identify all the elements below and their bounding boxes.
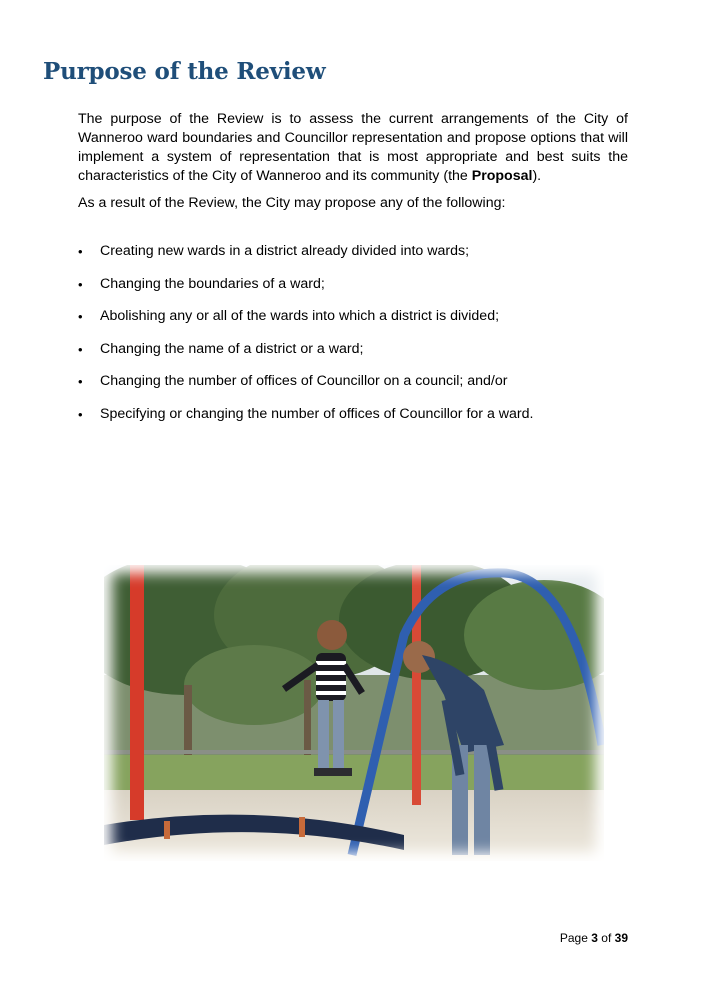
list-item bbox=[78, 340, 638, 373]
list-item bbox=[78, 242, 638, 275]
intro-text: The purpose of the Review is to assess the current arrangements of the City of Wanneroo ward boundaries and Councillor representation and propose options that will implement a system of representation that is most appropriate and best suits the characteristics of the City of Wanneroo and its community (the bbox=[78, 111, 628, 184]
list-item-text: Changing the name of a district or a ward; bbox=[100, 340, 364, 357]
of-word: of bbox=[601, 931, 612, 945]
bullet-icon: • bbox=[78, 244, 83, 259]
list-item-text: Abolishing any or all of the wards into which a district is divided; bbox=[100, 308, 500, 324]
list-item-text: Specifying or changing the number of offices of Councillor for a ward. bbox=[100, 405, 534, 422]
list-item-text: Creating new wards in a district already divided into wards; bbox=[100, 243, 470, 259]
proposal-term: Proposal bbox=[471, 168, 533, 184]
intro-text-end: ). bbox=[532, 168, 542, 184]
bullet-icon: • bbox=[78, 276, 83, 292]
page-heading: Purpose of the Review bbox=[43, 58, 326, 85]
page-word: Page bbox=[559, 931, 588, 945]
bullet-icon: • bbox=[78, 406, 83, 422]
current-page: 3 bbox=[591, 931, 598, 945]
total-pages: 39 bbox=[614, 931, 628, 945]
list-item-text: Changing the number of offices of Councillor on a council; and/or bbox=[100, 373, 508, 389]
intro-paragraph bbox=[78, 110, 628, 186]
list-item bbox=[78, 405, 638, 438]
list-item-text: Changing the boundaries of a ward; bbox=[100, 275, 325, 292]
page-number bbox=[560, 931, 628, 945]
list-item bbox=[78, 307, 638, 340]
options-list bbox=[78, 242, 638, 437]
playground-photo bbox=[104, 565, 604, 861]
lead-paragraph: As a result of the Review, the City may propose any of the following: bbox=[78, 195, 506, 211]
list-item bbox=[78, 372, 638, 405]
list-item bbox=[78, 275, 638, 308]
bullet-icon: • bbox=[78, 374, 83, 389]
bullet-icon: • bbox=[78, 309, 83, 324]
bullet-icon: • bbox=[78, 341, 83, 357]
playground-illustration bbox=[104, 565, 604, 861]
